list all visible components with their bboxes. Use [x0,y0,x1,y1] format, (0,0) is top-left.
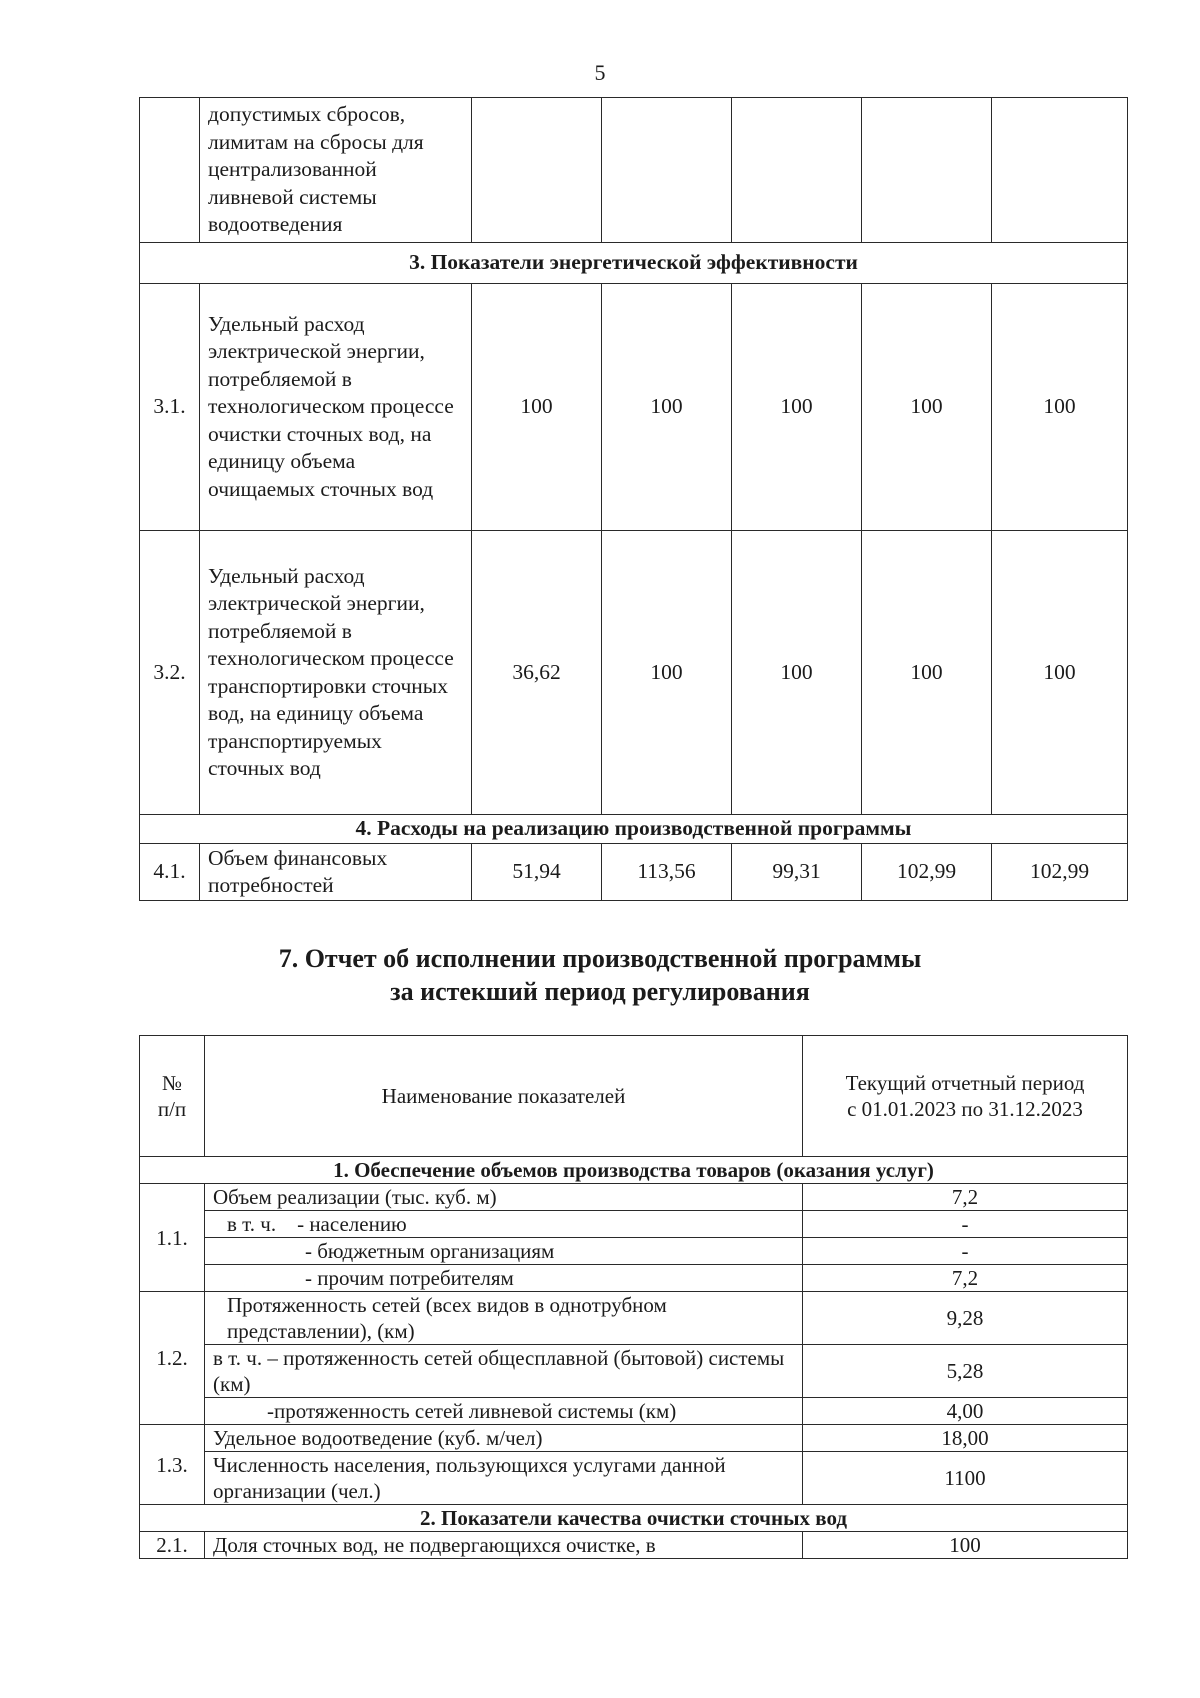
table-row [140,844,1128,901]
value-cell: 100 [992,531,1128,815]
value-cell: 102,99 [862,844,992,901]
indicator-name: - прочим потребителям [205,1265,803,1292]
value-cell: 100 [732,284,862,531]
heading-line: за истекший период регулирования [390,977,810,1006]
value-cell: 113,56 [602,844,732,901]
value-cell: 100 [472,284,602,531]
section-title: 1. Обеспечение объемов производства товаров (оказания услуг) [140,1157,1128,1184]
row-number: 4.1. [140,844,200,901]
value-cell: 51,94 [472,844,602,901]
indicators-table-continued [139,97,1128,901]
indicator-name: Объем реализации (тыс. куб. м) [205,1184,803,1211]
value-cell [992,98,1128,243]
value-cell: 100 [862,531,992,815]
value-cell: 9,28 [803,1292,1128,1345]
indicator-name: Протяженность сетей (всех видов в однотрубном представлении), (км) [205,1292,803,1345]
header-name: Наименование показателей [205,1036,803,1157]
value-cell: - [803,1238,1128,1265]
header-period: Текущий отчетный период с 01.01.2023 по 31.12.2023 [803,1036,1128,1157]
value-cell: 99,31 [732,844,862,901]
value-cell: 100 [803,1532,1128,1559]
indicator-name: допустимых сбросов, лимитам на сбросы для централизованной ливневой системы водоотведения [200,98,472,243]
row-number [140,98,200,243]
table-row [140,1265,1128,1292]
value-cell: - [803,1211,1128,1238]
indicator-name: -протяженность сетей ливневой системы (км) [205,1398,803,1425]
report-table [139,1035,1128,1559]
indicator-name: Удельный расход электрической энергии, потребляемой в технологическом процессе очистки сточных вод, на единицу объема очищаемых сточных вод [200,284,472,531]
value-cell: 102,99 [992,844,1128,901]
header-row [140,1036,1128,1157]
row-number: 3.1. [140,284,200,531]
indicator-name: Численность населения, пользующихся услугами данной организации (чел.) [205,1452,803,1505]
value-cell [472,98,602,243]
section-title: 3. Показатели энергетической эффективности [140,243,1128,284]
value-cell: 100 [602,284,732,531]
table-row [140,1292,1128,1345]
section-row [140,1157,1128,1184]
value-cell: 5,28 [803,1345,1128,1398]
indicator-name: Объем финансовых потребностей [200,844,472,901]
value-cell [602,98,732,243]
table-row [140,1184,1128,1211]
table-row [140,284,1128,531]
section-heading [0,942,1200,1008]
section-row [140,1505,1128,1532]
value-cell: 4,00 [803,1398,1128,1425]
row-number: 2.1. [140,1532,205,1559]
row-number: 1.3. [140,1425,205,1505]
indicator-name: - бюджетным организациям [205,1238,803,1265]
value-cell: 100 [602,531,732,815]
value-cell: 18,00 [803,1425,1128,1452]
table-row [140,1211,1128,1238]
indicator-name: Удельный расход электрической энергии, потребляемой в технологическом процессе транспортировки сточных вод, на единицу объема транспортируемых сточных вод [200,531,472,815]
table-row [140,1452,1128,1505]
table-row [140,1532,1128,1559]
table-row [140,1398,1128,1425]
value-cell: 7,2 [803,1265,1128,1292]
value-cell: 100 [732,531,862,815]
indicator-name: в т. ч. – протяженность сетей общесплавной (бытовой) системы (км) [205,1345,803,1398]
heading-line: 7. Отчет об исполнении производственной программы [278,944,922,973]
value-cell: 1100 [803,1452,1128,1505]
value-cell: 100 [992,284,1128,531]
row-number: 1.1. [140,1184,205,1292]
section-title: 2. Показатели качества очистки сточных вод [140,1505,1128,1532]
table-row [140,1238,1128,1265]
row-number: 1.2. [140,1292,205,1425]
value-cell: 7,2 [803,1184,1128,1211]
value-cell [862,98,992,243]
value-cell: 100 [862,284,992,531]
table-row [140,531,1128,815]
indicator-name: в т. ч. - населению [205,1211,803,1238]
table-row [140,1425,1128,1452]
table-row [140,1345,1128,1398]
indicator-name: Удельное водоотведение (куб. м/чел) [205,1425,803,1452]
indicator-name: Доля сточных вод, не подвергающихся очистке, в [205,1532,803,1559]
header-num: № п/п [140,1036,205,1157]
section-row [140,815,1128,844]
section-title: 4. Расходы на реализацию производственной программы [140,815,1128,844]
row-number: 3.2. [140,531,200,815]
value-cell [732,98,862,243]
page-number: 5 [594,60,606,85]
table-row [140,98,1128,243]
value-cell: 36,62 [472,531,602,815]
section-row [140,243,1128,284]
